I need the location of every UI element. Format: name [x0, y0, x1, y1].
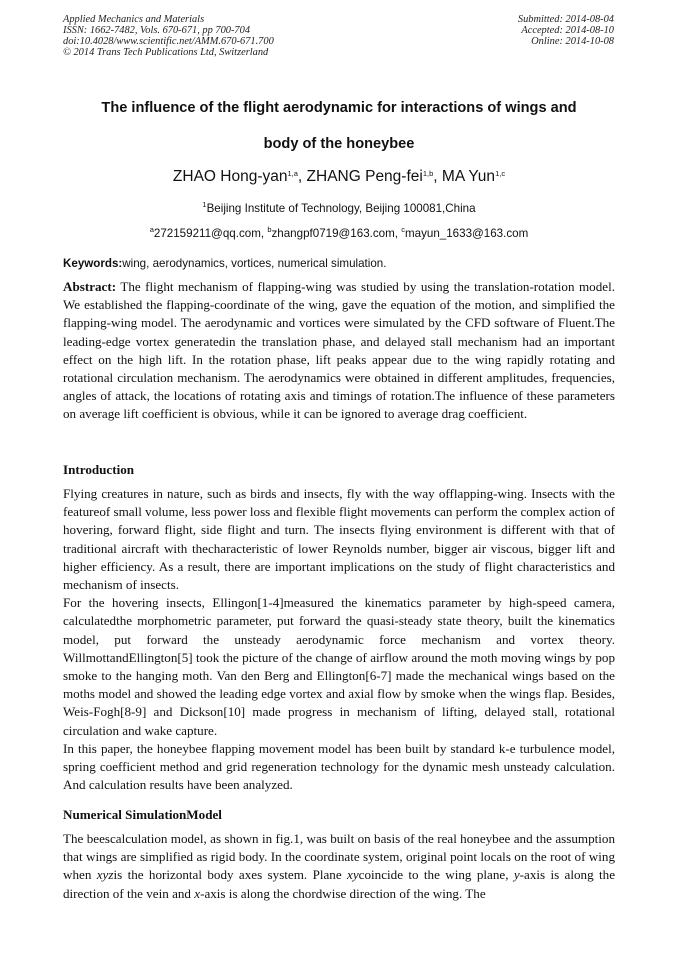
numerical-paragraph: [63, 830, 615, 903]
email-sup: b: [267, 225, 272, 234]
paper-title: [40, 90, 638, 162]
math-var: xy: [347, 867, 359, 883]
author-sup: 1,a: [287, 169, 298, 178]
journal-info: [63, 14, 274, 58]
accepted-date: Accepted: 2014-08-10: [521, 25, 614, 36]
abstract-label: Abstract:: [63, 279, 117, 294]
introduction-body: [63, 485, 615, 794]
title-line-2: body of the honeybee: [263, 136, 415, 152]
math-var: xyz: [96, 867, 114, 883]
text-run: coincide to the wing plane,: [358, 867, 514, 883]
author-name: ZHANG Peng-fei: [306, 168, 423, 185]
author-name: MA Yun: [441, 168, 496, 185]
email-address: 272159211@qq.com: [153, 227, 261, 240]
email-sup: a: [149, 225, 154, 234]
abstract: [63, 278, 615, 424]
journal-doi: doi:10.4028/www.scientific.net/AMM.670-671.700: [63, 36, 274, 47]
journal-name: Applied Mechanics and Materials: [63, 14, 205, 25]
affiliation: [40, 201, 638, 216]
text-run: -axis is along the chordwise direction of the wing. The: [200, 885, 486, 901]
title-line-1: The influence of the flight aerodynamic for interactions of wings and: [101, 100, 577, 116]
affiliation-text: Beijing Institute of Technology, Beijing 100081,China: [206, 202, 476, 215]
email-list: $^a$272159211@qq.com, $^b$zhangpf0719@163.com, $^c$mayun_1633@163.com: [149, 225, 529, 240]
math-var: x: [194, 885, 201, 901]
math-var: y: [513, 867, 520, 883]
keywords: [63, 256, 615, 271]
text-run: -axis is along the direction of the vein and: [63, 867, 616, 901]
author-sup: 1,b: [422, 169, 434, 178]
email-sup: c: [401, 225, 405, 234]
author-name: ZHAO Hong-yan: [172, 168, 288, 185]
online-date: Online: 2014-10-08: [531, 36, 614, 47]
introduction-heading: Introduction: [63, 462, 135, 477]
submitted-date: Submitted: 2014-08-04: [517, 14, 614, 25]
keywords-text: wing, aerodynamics, vortices, numerical simulation.: [122, 257, 387, 270]
copyright: © 2014 Trans Tech Publications Ltd, Switzerland: [63, 47, 269, 58]
intro-paragraph: Flying creatures in nature, such as birds and insects, fly with the way offlapping-wing. Insects with the featureof small volume, less power loss and flexible flight movements can perform the complex action of hovering, forward flight, side flight and turn. The insects flying environment is different with that of traditional aircraft with thecharacteristic of lower Reynolds number, bigger air viscous, bigger lift and higher efficiency. As a result, there are important implications on the study of flight characteristics and mechanism of insects.: [63, 486, 615, 593]
author-sup: 1,c: [495, 169, 506, 178]
numerical-heading: Numerical SimulationModel: [63, 807, 222, 822]
email-address: zhangpf0719@163.com: [271, 227, 395, 240]
keywords-label: Keywords:: [63, 257, 123, 270]
affiliation-sup: 1: [202, 200, 207, 209]
intro-paragraph: In this paper, the honeybee flapping movement model has been built by standard k-e turbulence model, spring coefficient method and grid regeneration technology for the dynamic mesh unsteady calculation. And calculation results have been analyzed.: [63, 740, 615, 793]
email-address: mayun_1633@163.com: [404, 227, 529, 240]
intro-paragraph: For the hovering insects, Ellingon[1-4]measured the kinematics parameter by high-speed camera, calculatedthe morphometric parameter, put forward the quasi-steady state theory, built the kinematics model, put forward the unsteady aerodynamic force mechanism and vortex theory. WillmottandEllington[5] took the picture of the change of airflow around the moth moving wings by pop smoke to the hanging moth. Van den Berg and Ellington[6-7] made the mechanical wings based on the moths model and showed the leading edge vortex and axial flow by smoke when the wings flap. Besides, Weis-Fogh[8-9] and Dickson[10] made progress in mechanism of lifting, delayed stall, rotational circulation and wake capture.: [63, 595, 615, 738]
text-run: The beescalculation model, as shown in fig.1, was built on basis of the real honeybee and the assumption that wings are simplified as rigid body. In the coordinate system, original point locals on the root of wing when: [63, 831, 615, 883]
journal-issn: ISSN: 1662-7482, Vols. 670-671, pp 700-704: [63, 25, 251, 36]
publication-dates: [518, 14, 614, 47]
text-run: is the horizontal body axes system. Plane: [113, 867, 348, 883]
numerical-body: [63, 830, 615, 903]
author-list: ZHAO Hong-yan$^{1,a}$, ZHANG Peng-fei$^{1,b}$, MA Yun$^{1,c}$: [172, 168, 506, 185]
abstract-text: The flight mechanism of flapping-wing was studied by using the translation-rotation model. We established the flapping-coordinate of the wing, gave the equation of the motion, and simplified the flapping-wing model. The aerodynamic and vortices were simulated by the CFD software of Fluent.The leading-edge vortex generatedin the translation phase, and delayed stall mechanism had an important effect on the high lift. In the rotation phase, lift peaks appear due to the wing rapidly rotating and rotational circulation mechanism. The aerodynamics were obtained in different amplitudes, frequencies, angles of attack, the locations of rotating axis and timings of rotation.The influence of these parameters on average lift coefficient is obvious, while it can be ignored to average drag coefficient.: [63, 279, 615, 422]
